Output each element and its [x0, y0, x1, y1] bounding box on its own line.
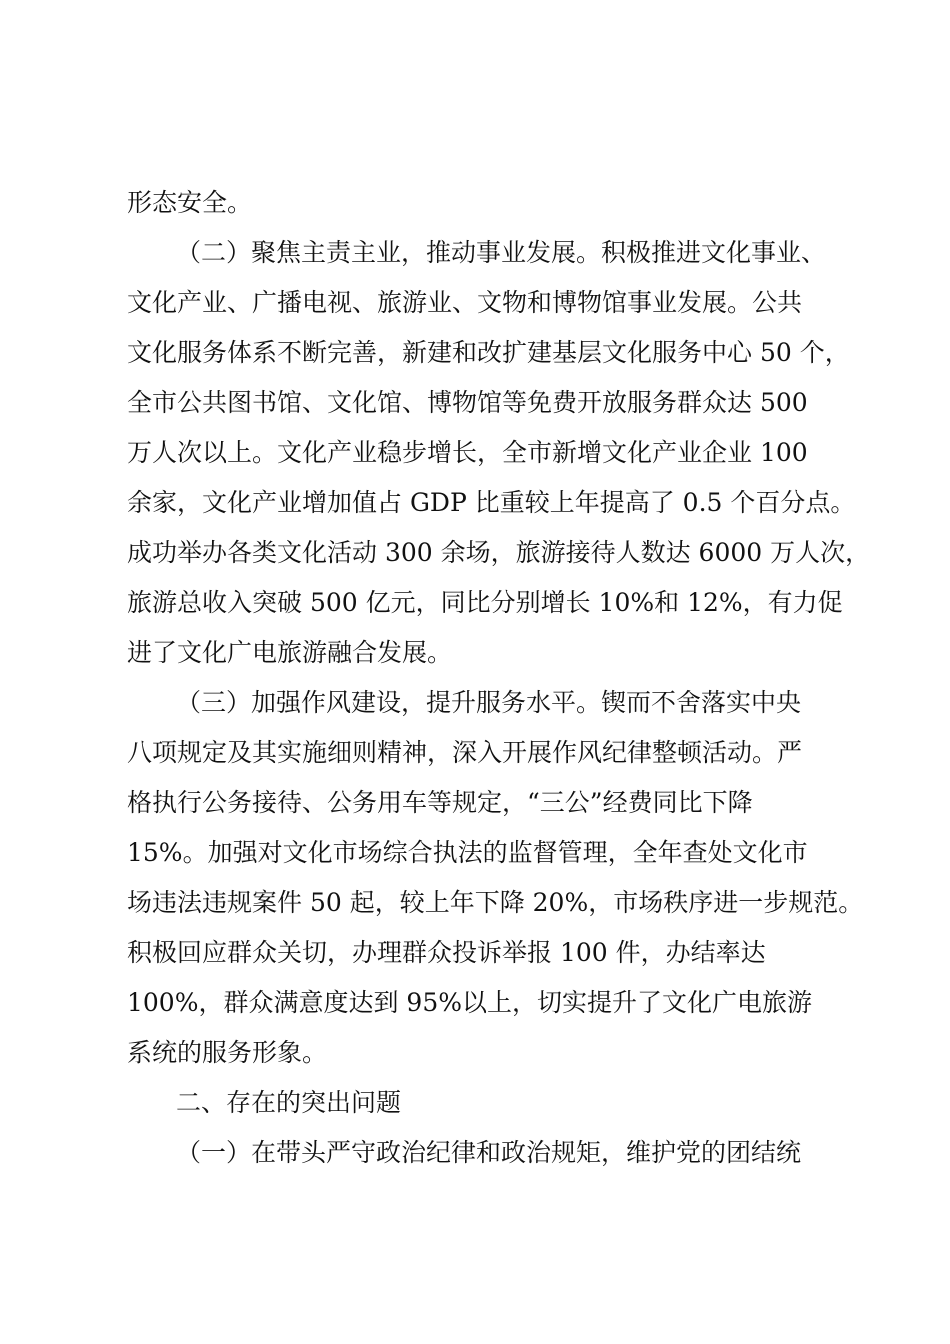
text-line-4: 文化服务体系不断完善，新建和改扩建基层文化服务中心 50 个，: [127, 338, 850, 367]
text-line-18: 系统的服务形象。: [127, 1038, 328, 1067]
section-heading-3: （三）加强作风建设，提升服务水平。锲而不舍落实中央: [176, 688, 802, 717]
text-line-9: 旅游总收入突破 500 亿元，同比分别增长 10%和 12%，有力促: [127, 588, 843, 617]
text-line-14: 15%。加强对文化市场综合执法的监督管理，全年查处文化市: [127, 838, 808, 867]
section-heading-1: （一）在带头严守政治纪律和政治规矩，维护党的团结统: [176, 1138, 802, 1167]
text-line-16: 积极回应群众关切，办理群众投诉举报 100 件，办结率达: [127, 938, 766, 967]
section-heading-2: （二）聚焦主责主业，推动事业发展。积极推进文化事业、: [176, 238, 827, 267]
text-line-5: 全市公共图书馆、文化馆、博物馆等免费开放服务群众达 500: [127, 388, 808, 417]
chapter-heading-problems: 二、存在的突出问题: [176, 1088, 402, 1117]
text-line-8: 成功举办各类文化活动 300 余场，旅游接待人数达 6000 万人次，: [127, 538, 871, 567]
text-line-12: 八项规定及其实施细则精神，深入开展作风纪律整顿活动。严: [127, 738, 803, 767]
text-line-15: 场违法违规案件 50 起，较上年下降 20%，市场秩序进一步规范。: [127, 888, 864, 917]
text-line-6: 万人次以上。文化产业稳步增长，全市新增文化产业企业 100: [127, 438, 808, 467]
text-line-10: 进了文化广电旅游融合发展。: [127, 638, 453, 667]
text-line-7: 余家，文化产业增加值占 GDP 比重较上年提高了 0.5 个百分点。: [127, 488, 856, 517]
text-line-13: 格执行公务接待、公务用车等规定，“三公”经费同比下降: [127, 788, 753, 817]
text-line-3: 文化产业、广播电视、旅游业、文物和博物馆事业发展。公共: [127, 288, 803, 317]
text-line-17: 100%，群众满意度达到 95%以上，切实提升了文化广电旅游: [127, 988, 812, 1017]
text-line-1: 形态安全。: [127, 188, 253, 217]
